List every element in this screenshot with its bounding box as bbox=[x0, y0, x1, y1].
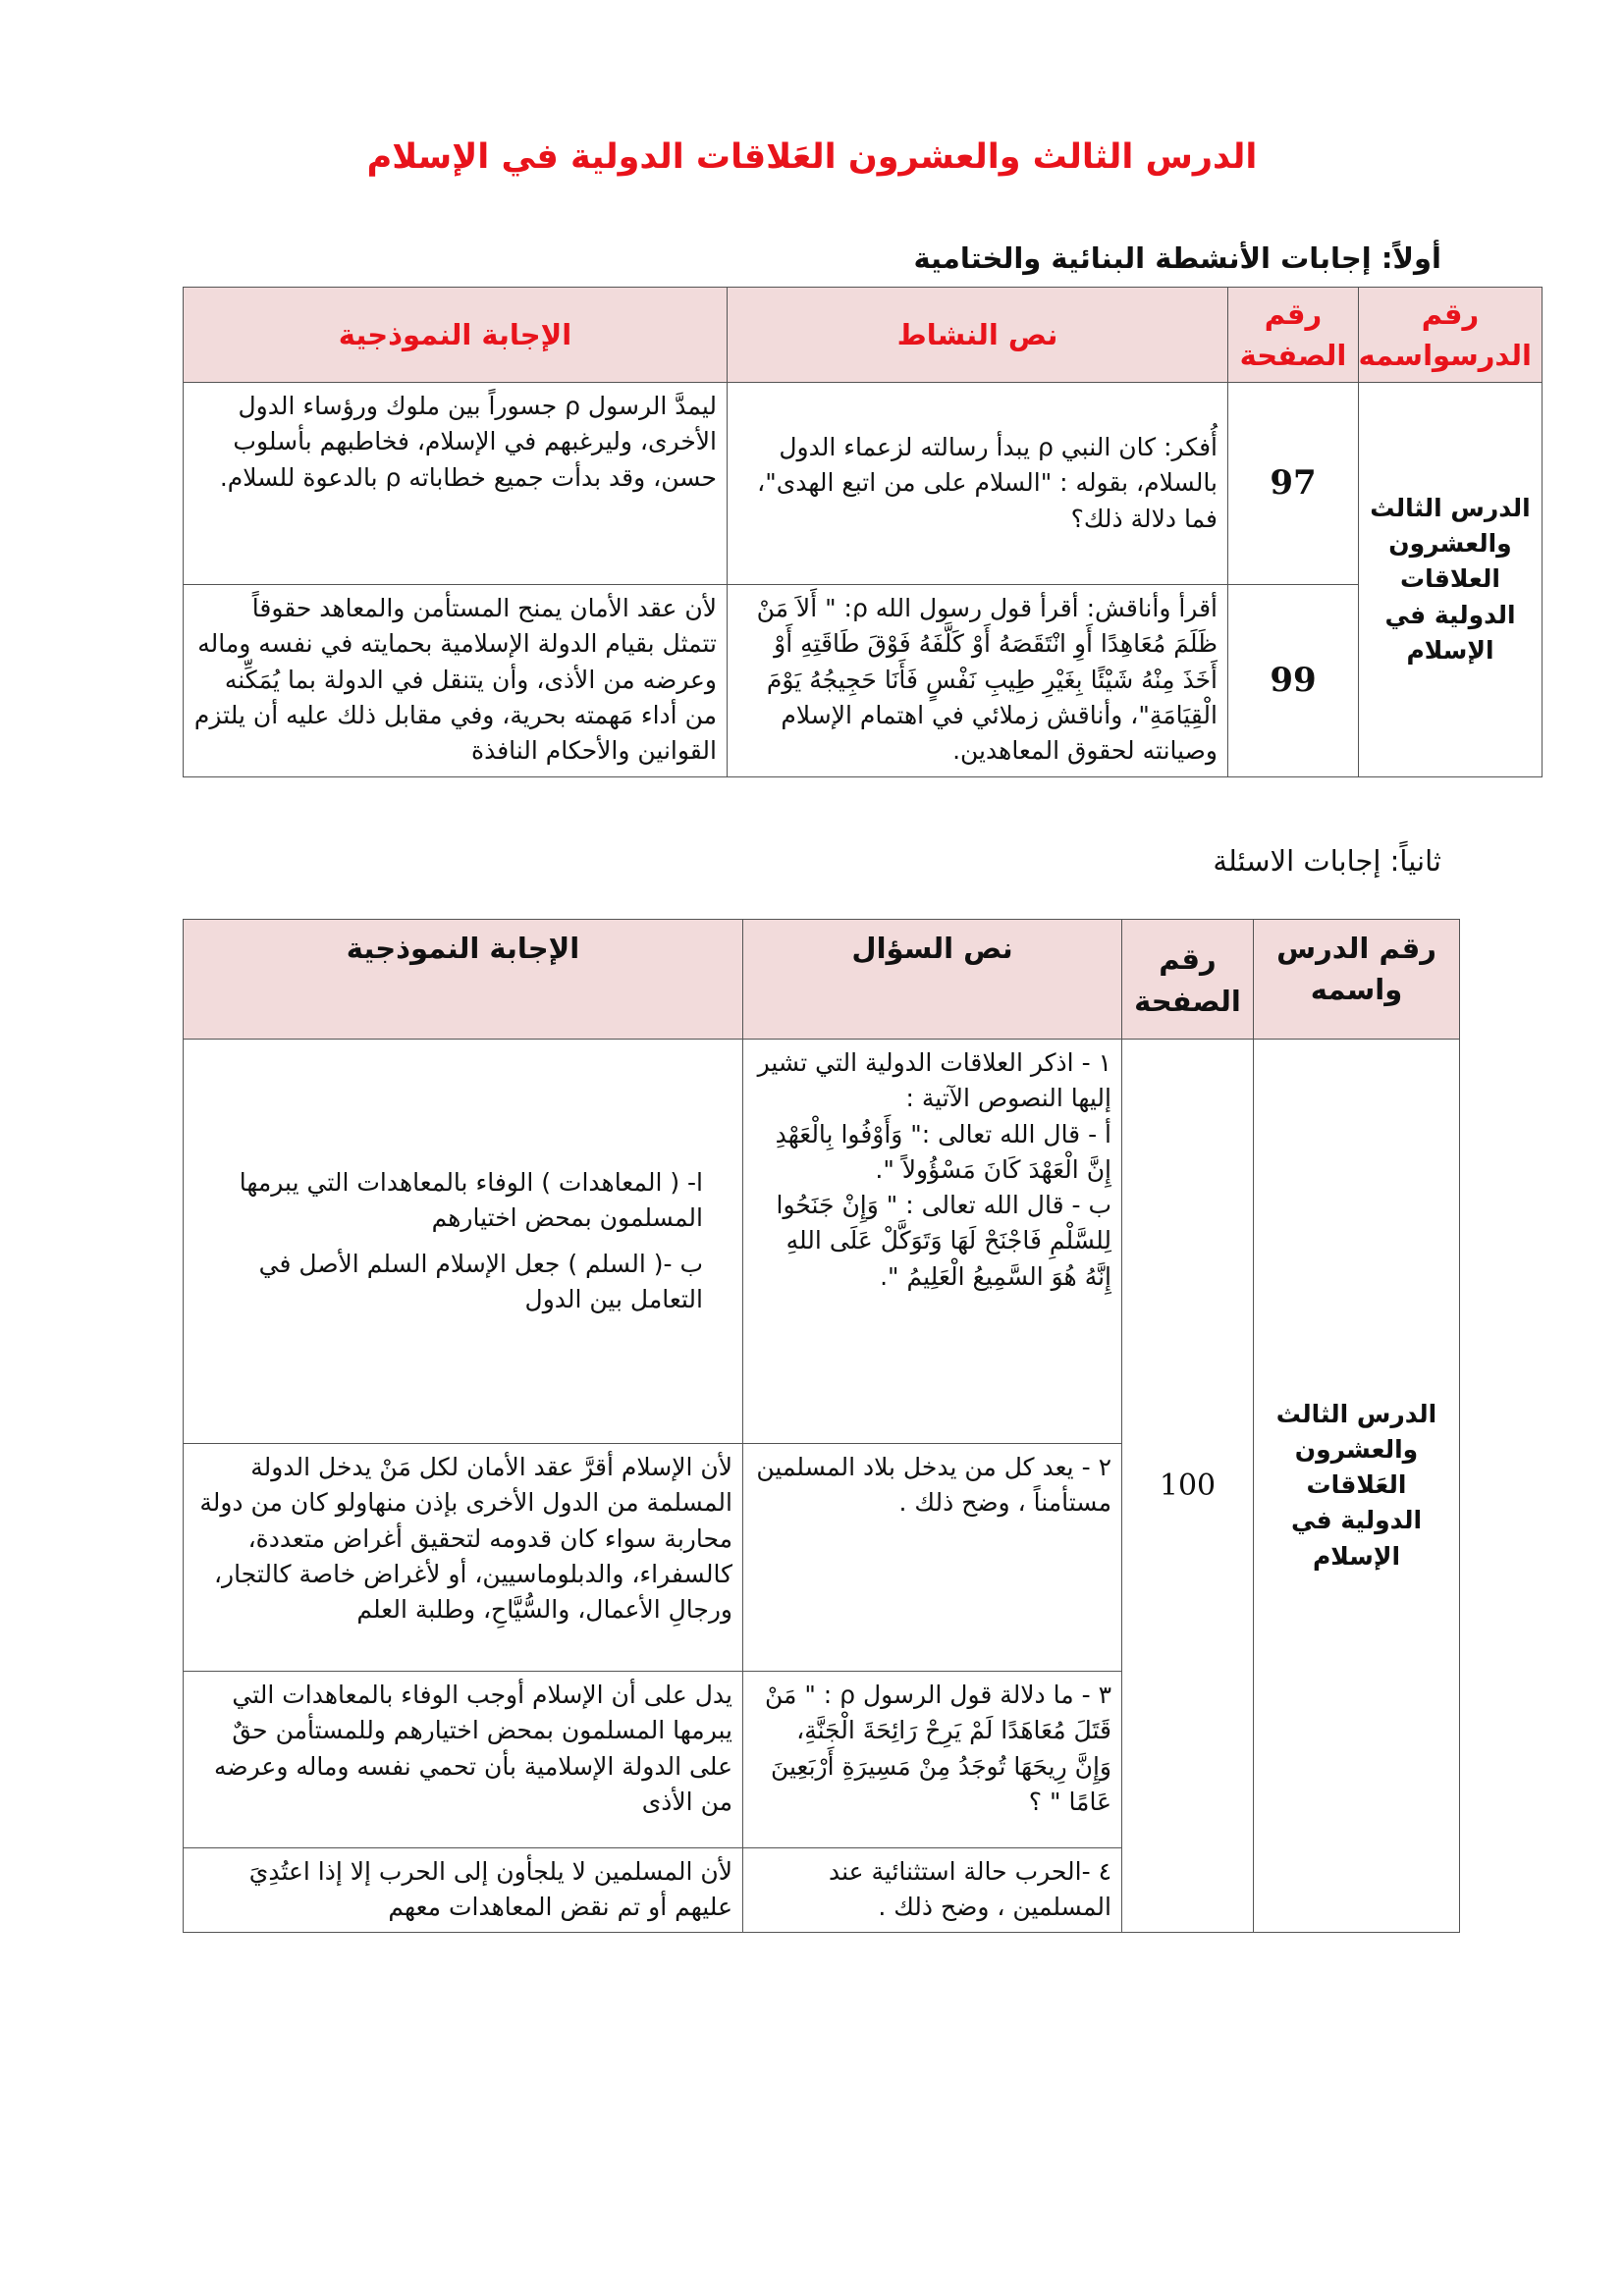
question-intro: ١ - اذكر العلاقات الدولية التي تشير إليها النصوص الآتية : bbox=[757, 1048, 1111, 1113]
lesson-name-cell: الدرس الثالث والعشرون العلاقات الدولية في الإسلام bbox=[1359, 383, 1543, 777]
table-row bbox=[184, 585, 1543, 777]
header-page: رقم الصفحة bbox=[1228, 288, 1359, 383]
question-text-cell: ٤ -الحرب حالة استثنائية عند المسلمين ، وضح ذلك . bbox=[743, 1848, 1122, 1933]
question-part-a: أ - قال الله تعالى :" وَأَوْفُوا بِالْعَهْدِ إِنَّ الْعَهْدَ كَانَ مَسْؤُولاً ". bbox=[775, 1119, 1111, 1184]
header-answer: الإجابة النموذجية bbox=[184, 920, 743, 1040]
spacer bbox=[223, 1237, 703, 1247]
section2-heading: ثانياً: إجابات الاسئلة bbox=[1213, 844, 1441, 878]
table-row bbox=[184, 1040, 1460, 1444]
question-text-cell: ٣ - ما دلالة قول الرسول ρ : " مَنْ قَتَلَ مُعَاهَدًا لَمْ يَرِحْ رَائِحَةَ الْجَنَّةِ، وَإِنَّ رِيحَهَا تُوجَدُ مِنْ مَسِيرَةِ أَرْبَعِينَ عَامًا " ؟ bbox=[743, 1672, 1122, 1848]
answer-text-cell: يدل على أن الإسلام أوجب الوفاء بالمعاهدات التي يبرمها المسلمون بمحض اختيارهم وللمستأمن حقٌ على الدولة الإسلامية بأن تحمي نفسه وماله وعرضه من الأذى bbox=[184, 1672, 743, 1848]
header-lesson: رقم الدرس واسمه bbox=[1254, 920, 1460, 1040]
answer-part-a: ا- ( المعاهدات ) الوفاء بالمعاهدات التي يبرمها المسلمون بمحض اختيارهم bbox=[239, 1168, 703, 1233]
header-answer: الإجابة النموذجية bbox=[184, 288, 728, 383]
answer-text-cell bbox=[184, 1040, 743, 1444]
page-title: الدرس الثالث والعشرون العَلاقات الدولية في الإسلام bbox=[366, 137, 1258, 177]
header-page: رقم الصفحة bbox=[1122, 920, 1254, 1040]
activity-text-cell: أقرأ وأناقش: أقرأ قول رسول الله ρ: " أَلاَ مَنْ ظَلَمَ مُعَاهِدًا أَوِ انْتَقَصَهُ أَوْ كَلَّفَهُ فَوْقَ طَاقَتِهِ أَوْ أَخَذَ مِنْهُ شَيْئًا بِغَيْرِ طِيبِ نَفْسٍ فَأَنَا حَجِيجُهُ يَوْمَ الْقِيَامَةِ"، وأناقش زملائي في اهتمام الإسلام وصيانته لحقوق المعاهدين. bbox=[728, 585, 1228, 777]
questions-table bbox=[183, 919, 1460, 1933]
answer-text-cell: لأن الإسلام أقرَّ عقد الأمان لكل مَنْ يدخل الدولة المسلمة من الدول الأخرى بإذن منهاولو كان من دولة محاربة سواء كان قدومه لتحقيق أغراض متعددة، كالسفراء، والدبلوماسيين، أو لأغراض خاصة كالتجار، ورجالِ الأعمال، والسُّيَّاحِ، وطلبة العلم bbox=[184, 1444, 743, 1672]
section1-heading: أولاً: إجابات الأنشطة البنائية والختامية bbox=[913, 241, 1441, 275]
header-lesson: رقم الدرسواسمه bbox=[1359, 288, 1543, 383]
lesson-name-cell: الدرس الثالث والعشرون العَلاقات الدولية في الإسلام bbox=[1254, 1040, 1460, 1933]
table-header-row bbox=[184, 288, 1543, 383]
answer-text-cell: لأن عقد الأمان يمنح المستأمن والمعاهد حقوقاً تتمثل بقيام الدولة الإسلامية بحمايته في نفسه وماله وعرضه من الأذى، وأن يتنقل في الدولة بما يُمَكِّنه من أداء مَهمته بحرية، وفي مقابل ذلك عليه أن يلتزم القوانين والأحكام النافذة bbox=[184, 585, 728, 777]
page-number-cell: 99 bbox=[1228, 585, 1359, 777]
answer-text-cell: لأن المسلمين لا يلجأون إلى الحرب إلا إذا اعتُدِيَ عليهم أو تم نقض المعاهدات معهم bbox=[184, 1848, 743, 1933]
table-row bbox=[184, 383, 1543, 585]
activities-table bbox=[183, 287, 1543, 777]
answer-block bbox=[193, 1165, 732, 1317]
page-number-cell: 100 bbox=[1122, 1040, 1254, 1933]
answer-part-b: ب -( السلم ) جعل الإسلام السلم الأصل في التعامل بين الدول bbox=[258, 1249, 703, 1313]
question-text-cell: ٢ - يعد كل من يدخل بلاد المسلمين مستأمناً ، وضح ذلك . bbox=[743, 1444, 1122, 1672]
answer-text-cell: ليمدَّ الرسول ρ جسوراً بين ملوك ورؤساء الدول الأخرى، وليرغبهم في الإسلام، فخاطبهم بأسلوب حسن، وقد بدأت جميع خطاباته ρ بالدعوة للسلام. bbox=[184, 383, 728, 585]
activity-text-cell: أُفكر: كان النبي ρ يبدأ رسالته لزعماء الدول بالسلام، بقوله : "السلام على من اتبع الهدى"، فما دلالة ذلك؟ bbox=[728, 383, 1228, 585]
header-activity: نص النشاط bbox=[728, 288, 1228, 383]
page-number-cell: 97 bbox=[1228, 383, 1359, 585]
header-question: نص السؤال bbox=[743, 920, 1122, 1040]
question-part-b: ب - قال الله تعالى : " وَإِنْ جَنَحُوا لِلسَّلْمِ فَاجْنَحْ لَهَا وَتَوَكَّلْ عَلَى اللهِ إِنَّهُ هُوَ السَّمِيعُ الْعَلِيمُ ". bbox=[776, 1191, 1111, 1291]
question-text-cell bbox=[743, 1040, 1122, 1444]
table-header-row bbox=[184, 920, 1460, 1040]
